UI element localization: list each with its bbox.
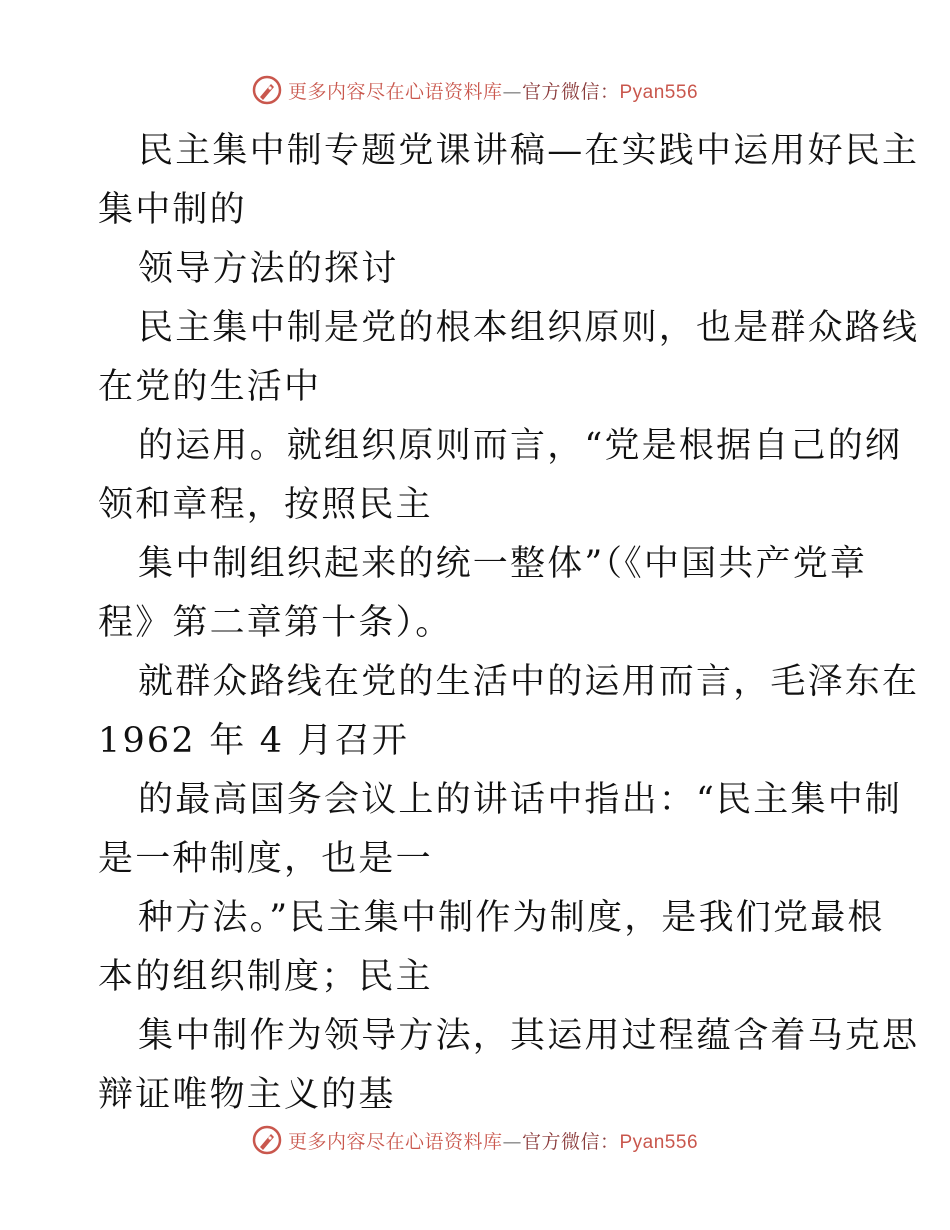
title-line-1: 民主集中制专题党课讲稿—在实践中运用好民主 [138,131,920,171]
document-body [98,122,920,1125]
paragraph-line: 的运用。就组织原则而言，“党是根据自己的纲 [138,426,903,466]
header-wechat-label: 官方微信： [521,80,620,103]
footer-banner-text [288,1127,698,1154]
pen-nib-logo-icon [252,1125,282,1155]
header-brand-text: 更多内容尽在心语资料库 [287,80,503,103]
paragraph-line: 程》第二章第十条）。 [98,603,453,643]
footer-wechat-label: 官方微信： [521,1130,620,1153]
paragraph-line: 种方法。”民主集中制作为制度，是我们党最根 [138,898,885,938]
title-line-2: 集中制的 [98,190,247,230]
pen-nib-logo-icon [252,75,282,105]
paragraph-line: 在党的生活中 [98,367,322,407]
paragraph-line: 1962 年 4 月召开 [98,721,410,761]
title-line-3: 领导方法的探讨 [138,249,399,289]
paragraph-line: 集中制作为领导方法，其运用过程蕴含着马克思 [138,1016,920,1056]
header-banner-text [288,77,698,104]
footer-separator: — [502,1130,522,1153]
header-wechat-id: Pyan556 [619,81,699,103]
paragraph-line: 是一种制度，也是一 [98,839,433,879]
header-banner [0,70,950,110]
paragraph-line: 本的组织制度；民主 [98,957,433,997]
paragraph-line: 的最高国务会议上的讲话中指出：“民主集中制 [138,780,903,820]
paragraph-line: 民主集中制是党的根本组织原则，也是群众路线 [138,308,920,348]
paragraph-line: 就群众路线在党的生活中的运用而言，毛泽东在 [138,662,920,702]
footer-brand-text: 更多内容尽在心语资料库 [287,1130,503,1153]
paragraph-line: 集中制组织起来的统一整体”（《中国共产党章 [138,544,868,584]
footer-wechat-id: Pyan556 [619,1131,699,1153]
paragraph-line: 领和章程，按照民主 [98,485,433,525]
paragraph-line: 辩证唯物主义的基 [98,1075,396,1115]
footer-banner [0,1120,950,1160]
header-separator: — [502,80,522,103]
